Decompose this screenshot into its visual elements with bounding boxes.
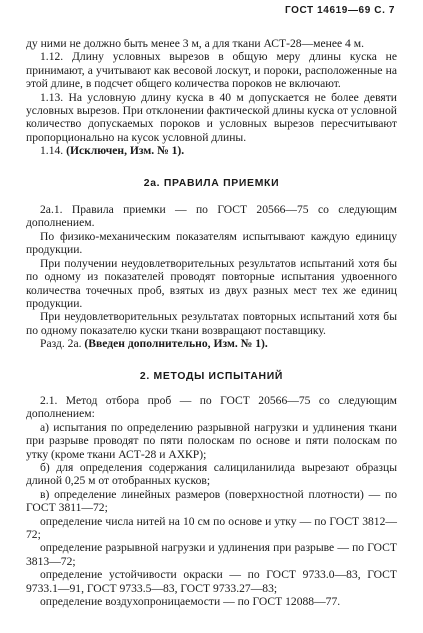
paragraph-1-13: 1.13. На условную длину куска в 40 м допускается не более девяти условных вырезов. При отклонении фактической длины куска от условной количество допускаемых пороков и условных вырезов пересчитывают пропорционально на кусок условной длины. xyxy=(26,90,397,144)
paragraph-2-1: 2.1. Метод отбора проб — по ГОСТ 20566—75 со следующим дополнением: xyxy=(26,393,397,421)
amendment-note: (Введен дополнительно, Изм. № 1). xyxy=(84,337,268,351)
amendment-note: (Исключен, Изм. № 1). xyxy=(66,144,185,158)
paragraph-section-2a-note xyxy=(26,337,397,350)
paragraph-2-1-d: определение числа нитей на 10 см по основе и утку — по ГОСТ 3812—72; xyxy=(26,514,397,541)
paragraph-2a-1-d: При неудовлетворительных результатах повторных испытаний хотя бы по одному показателю куски ткани возвращают поставщику. xyxy=(26,310,397,337)
paragraph-2-1-b: б) для определения содержания салициланилида вырезают образцы длиной 0,25 м от отобранных кусков; xyxy=(26,460,397,488)
clause-number: 1.14. xyxy=(40,144,64,158)
section-ref: Разд. 2а. xyxy=(40,337,82,351)
paragraph-1-14 xyxy=(26,144,397,157)
paragraph-2-1-c: в) определение линейных размеров (поверхностной плотности) — по ГОСТ 3811—72; xyxy=(26,487,397,515)
paragraph-1-12: 1.12. Длину условных вырезов в общую меру длины куска не принимают, а учитывают как весовой лоскут, и пороки, расположенные на этой длине, в подсчет общего количества пороков не включают. xyxy=(26,50,397,91)
paragraph-2a-1: 2а.1. Правила приемки — по ГОСТ 20566—75 со следующим дополнением. xyxy=(26,203,397,230)
running-head: ГОСТ 14619—69 С. 7 xyxy=(284,5,395,16)
section-heading-2: 2. МЕТОДЫ ИСПЫТАНИЙ xyxy=(139,370,284,382)
paragraph-2a-1-b: По физико-механическим показателям испытывают каждую единицу продукции. xyxy=(26,229,397,257)
paragraph-2-1-e: определение разрывной нагрузки и удлинения при разрыве — по ГОСТ 3813—72; xyxy=(26,541,397,568)
paragraph-continuation: ду ними не должно быть менее 3 м, а для ткани АСТ-28—менее 4 м. xyxy=(26,37,364,50)
paragraph-2-1-f: определение устойчивости окраски — по ГОСТ 9733.0—83, ГОСТ 9733.1—91, ГОСТ 9733.5—83, ГОСТ 9733.27—83; xyxy=(26,568,397,595)
paragraph-2-1-a: а) испытания по определению разрывной нагрузки и удлинения ткани при разрыве проводят по пяти полоскам по основе и пяти полоскам по утку (кроме ткани АСТ-28 и АХКР); xyxy=(26,420,397,461)
document-body xyxy=(26,37,397,608)
paragraph-2-1-g: определение воздухопроницаемости — по ГОСТ 12088—77. xyxy=(40,595,341,609)
section-heading-2a: 2а. ПРАВИЛА ПРИЕМКИ xyxy=(143,177,280,189)
paragraph-2a-1-c: При получении неудовлетворительных результатов испытаний хотя бы по одному из показателей проводят повторные испытания удвоенного количества точечных проб, взятых из двух разных мест тех же единиц продукции. xyxy=(26,256,397,310)
